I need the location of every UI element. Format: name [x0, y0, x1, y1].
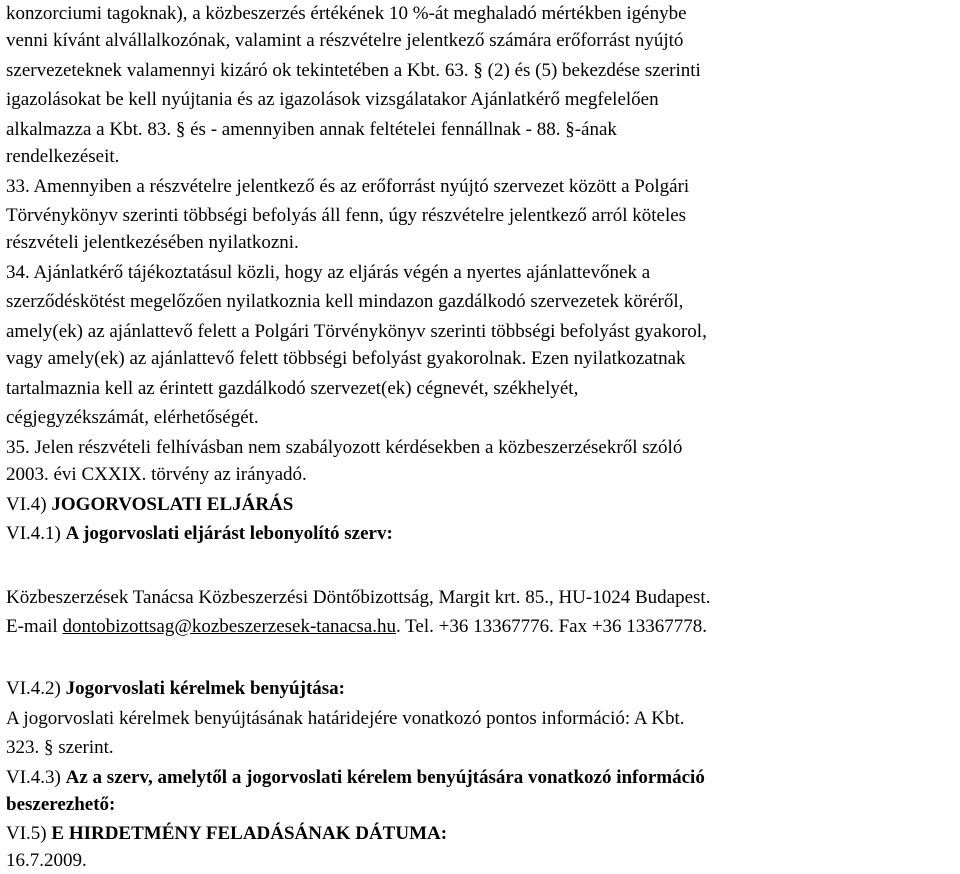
review-body-contact	[6, 613, 707, 640]
section-title: Jogorvoslati kérelmek benyújtása:	[65, 678, 345, 699]
section-number: VI.4.2)	[6, 678, 61, 699]
paragraph-34-line: vagy amely(ek) az ajánlattevő felett többségi befolyást gyakorolnak. Ezen nyilatkozatnak	[6, 348, 686, 369]
paragraph-33-line: 33. Amennyiben a részvételre jelentkező és az erőforrást nyújtó szervezet között a Polgári	[6, 176, 690, 197]
text-line: venni kívánt alvállalkozónak, valamint a részvételre jelentkező számára erőforrást nyújtó	[6, 30, 684, 51]
paragraph-35-line: 2003. évi CXXIX. törvény az irányadó.	[6, 464, 307, 485]
section-vi42-text: A jogorvoslati kérelmek benyújtásának határidejére vonatkozó pontos információ: A Kbt.	[6, 708, 685, 729]
text-line: rendelkezéseit.	[6, 146, 120, 167]
section-number: VI.4.1)	[6, 523, 61, 544]
paragraph-33-line: Törvénykönyv szerinti többségi befolyás áll fenn, úgy részvételre jelentkező arról köteles	[6, 205, 687, 226]
dispatch-date: 16.7.2009.	[6, 850, 87, 871]
paragraph-34-line: cégjegyzékszámát, elérhetőségét.	[6, 407, 259, 428]
paragraph-34-line: amely(ek) az ajánlattevő felett a Polgári Törvénykönyv szerinti többségi befolyást gyakorol,	[6, 321, 707, 342]
paragraph-34-line: szerződéskötést megelőzően nyilatkoznia kell mindazon gazdálkodó szervezetek köréről,	[6, 291, 684, 312]
section-title: beszerezhető:	[6, 794, 116, 815]
section-vi41-heading	[6, 520, 393, 547]
section-vi42-text: 323. § szerint.	[6, 737, 114, 758]
paragraph-34-line: 34. Ajánlatkérő tájékoztatásul közli, hogy az eljárás végén a nyertes ajánlattevőnek a	[6, 262, 651, 283]
section-vi4-heading	[6, 491, 293, 518]
section-vi42-heading	[6, 675, 345, 702]
email-link[interactable]: dontobizottsag@kozbeszerzesek-tanacsa.hu	[62, 616, 396, 637]
paragraph-33-line: részvételi jelentkezésében nyilatkozni.	[6, 232, 299, 253]
phone-fax-text: . Tel. +36 13367776. Fax +36 13367778.	[395, 616, 708, 637]
section-title: E HIRDETMÉNY FELADÁSÁNAK DÁTUMA:	[51, 823, 448, 844]
section-vi43-heading	[6, 764, 705, 791]
section-number: VI.5)	[6, 823, 47, 844]
paragraph-35-line: 35. Jelen részvételi felhívásban nem szabályozott kérdésekben a közbeszerzésekről szóló	[6, 437, 683, 458]
text-line: konzorciumi tagoknak), a közbeszerzés értékének 10 %-át meghaladó mértékben igénybe	[6, 3, 687, 24]
paragraph-34-line: tartalmaznia kell az érintett gazdálkodó szervezet(ek) cégnevét, székhelyét,	[6, 378, 579, 399]
section-title: JOGORVOSLATI ELJÁRÁS	[51, 494, 294, 515]
review-body-address: Közbeszerzések Tanácsa Közbeszerzési Döntőbizottság, Margit krt. 85., HU-1024 Budapest.	[6, 587, 711, 608]
section-number: VI.4)	[6, 494, 47, 515]
email-label: E-mail	[6, 616, 58, 637]
section-title: Az a szerv, amelytől a jogorvoslati kérelem benyújtására vonatkozó információ	[65, 767, 705, 788]
section-number: VI.4.3)	[6, 767, 61, 788]
text-line: szervezeteknek valamennyi kizáró ok tekintetében a Kbt. 63. § (2) és (5) bekezdése szerinti	[6, 60, 701, 81]
text-line: igazolásokat be kell nyújtania és az igazolások vizsgálatakor Ajánlatkérő megfelelően	[6, 89, 659, 110]
text-line: alkalmazza a Kbt. 83. § és - amennyiben annak feltételei fennállnak - 88. §-ának	[6, 119, 617, 140]
section-vi43-heading-cont	[6, 791, 115, 818]
section-title: A jogorvoslati eljárást lebonyolító szerv:	[65, 523, 393, 544]
section-vi5-heading	[6, 820, 447, 847]
